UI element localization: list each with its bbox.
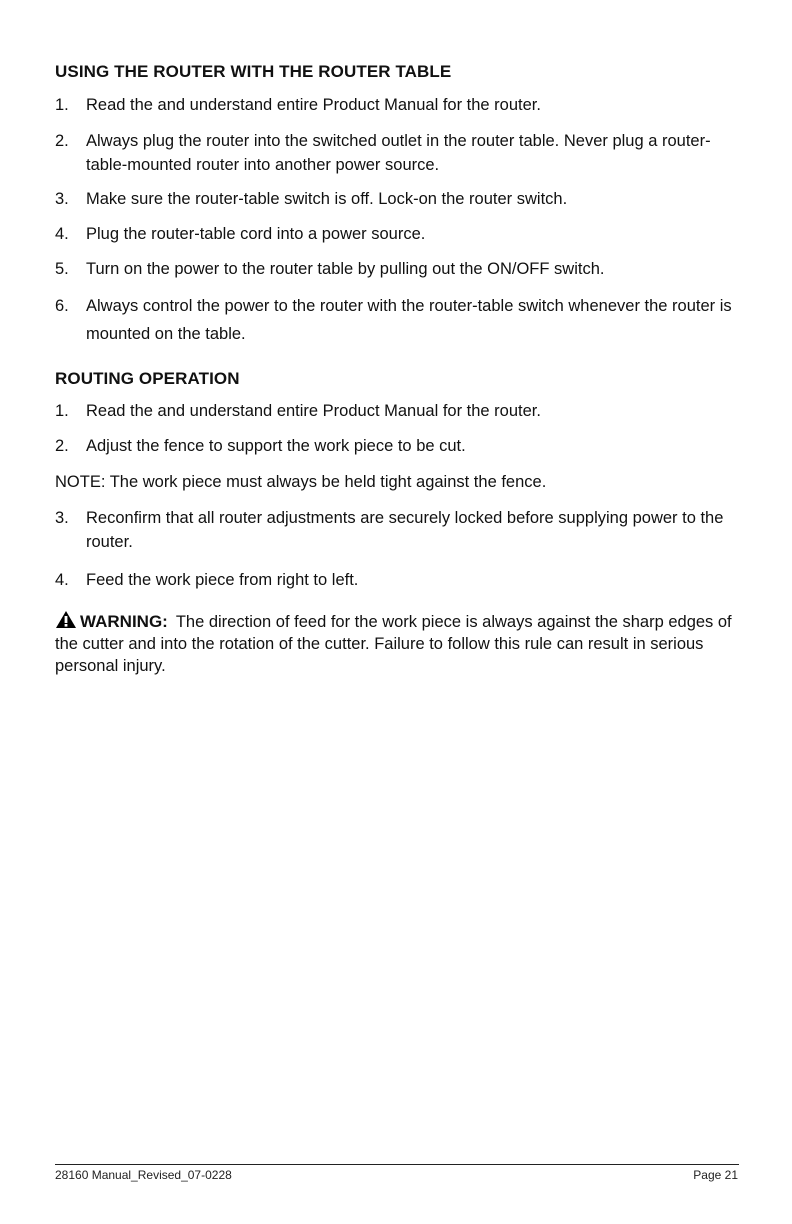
list-item bbox=[55, 399, 735, 423]
list-item bbox=[55, 93, 735, 117]
footer-document-id: 28160 Manual_Revised_07-0228 bbox=[55, 1168, 232, 1182]
note-text: NOTE: The work piece must always be held tight against the fence. bbox=[55, 473, 547, 491]
item-text: Reconfirm that all router adjustments are securely locked before supplying power to the router. bbox=[86, 509, 724, 551]
list-item bbox=[55, 292, 735, 348]
list-item bbox=[55, 129, 735, 177]
list-item bbox=[55, 187, 735, 211]
list-item bbox=[55, 506, 735, 554]
item-number: 3. bbox=[55, 509, 69, 527]
item-number: 1. bbox=[55, 402, 69, 420]
item-text: Feed the work piece from right to left. bbox=[86, 571, 359, 589]
item-number: 6. bbox=[55, 297, 69, 315]
item-text: Make sure the router-table switch is off. Lock-on the router switch. bbox=[86, 190, 568, 208]
list-item bbox=[55, 257, 735, 281]
item-number: 5. bbox=[55, 260, 69, 278]
item-text: Always plug the router into the switched outlet in the router table. Never plug a router-table-mounted router into another power source. bbox=[86, 132, 711, 174]
warning-label: WARNING: bbox=[80, 612, 168, 631]
item-number: 2. bbox=[55, 437, 69, 455]
item-number: 4. bbox=[55, 571, 69, 589]
warning-triangle-icon bbox=[55, 610, 77, 629]
section-heading-router-table: USING THE ROUTER WITH THE ROUTER TABLE bbox=[55, 62, 452, 81]
list-item bbox=[55, 568, 735, 592]
list-item bbox=[55, 434, 735, 458]
item-text: Read the and understand entire Product Manual for the router. bbox=[86, 402, 541, 420]
warning-text: The direction of feed for the work piece is always against the sharp edges of the cutter and into the rotation of the cutter. Failure to follow this rule can result in serious personal injury. bbox=[55, 613, 732, 675]
footer-rule bbox=[55, 1164, 739, 1165]
item-text: Turn on the power to the router table by pulling out the ON/OFF switch. bbox=[86, 260, 605, 278]
item-text: Read the and understand entire Product Manual for the router. bbox=[86, 96, 541, 114]
item-number: 3. bbox=[55, 190, 69, 208]
item-text: Always control the power to the router with the router-table switch whenever the router is mounted on the table. bbox=[86, 297, 732, 343]
item-number: 4. bbox=[55, 225, 69, 243]
warning-block bbox=[55, 610, 735, 677]
item-text: Adjust the fence to support the work piece to be cut. bbox=[86, 437, 466, 455]
item-text: Plug the router-table cord into a power source. bbox=[86, 225, 426, 243]
footer-page-number: Page 21 bbox=[693, 1168, 738, 1182]
list-item bbox=[55, 222, 735, 246]
item-number: 2. bbox=[55, 132, 69, 150]
item-number: 1. bbox=[55, 96, 69, 114]
section-heading-routing-operation: ROUTING OPERATION bbox=[55, 369, 240, 388]
